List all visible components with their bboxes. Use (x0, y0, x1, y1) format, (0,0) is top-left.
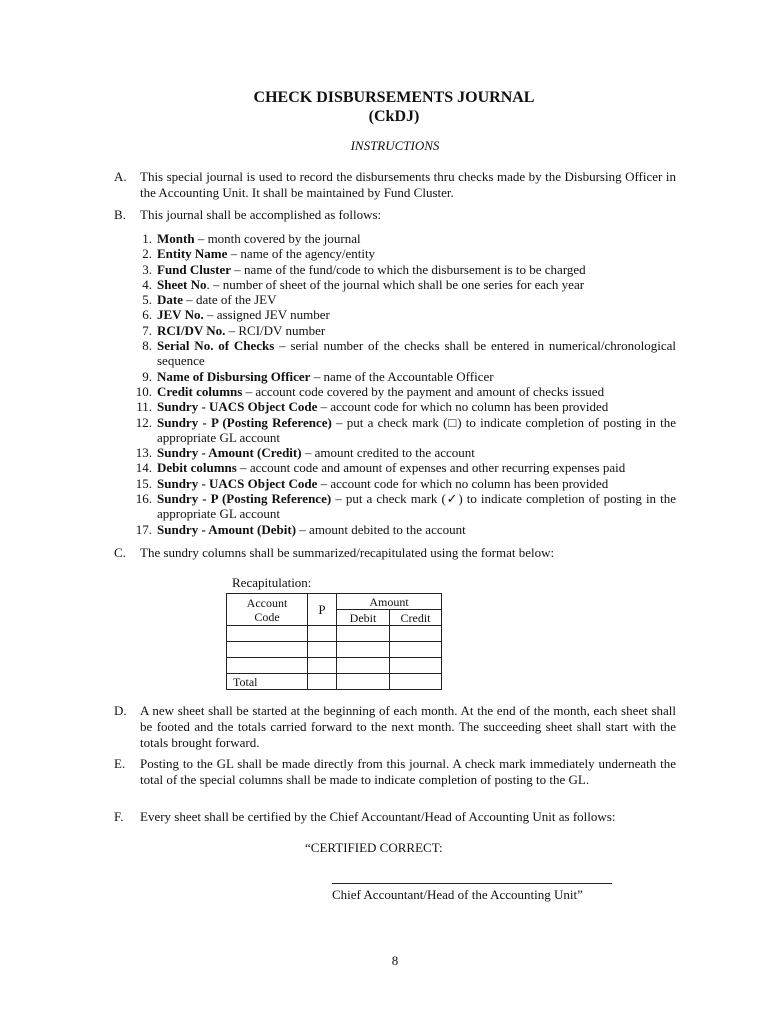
list-item (114, 476, 676, 491)
section-text: Every sheet shall be certified by the Chief Accountant/Head of Accounting Unit as follows: (140, 809, 616, 824)
list-item (114, 262, 676, 277)
list-item-number: 1. (142, 231, 152, 246)
list-item-description: – name of the fund/code to which the disbursement is to be charged (231, 261, 586, 277)
instructions-heading: INSTRUCTIONS (350, 138, 440, 153)
list-item-number: 5. (142, 292, 152, 308)
list-item-description: – assigned JEV number (203, 307, 330, 323)
list-item-term: Sundry - UACS Object Code (157, 399, 318, 415)
list-item-description: – name of the agency/entity (227, 246, 376, 262)
list-item-number: 9. (142, 368, 152, 384)
list-item-description: – account code covered by the payment and amount of checks issued (242, 383, 605, 399)
list-item-number: 2. (142, 246, 152, 262)
table-row (227, 642, 442, 658)
list-item-description: – date of the JEV (183, 292, 277, 308)
list-item-description: – account code for which no column has been provided (317, 399, 609, 415)
list-item-term: Sundry - UACS Object Code (157, 475, 318, 491)
section-letter: E. (114, 756, 126, 771)
account-code-header (227, 594, 308, 626)
p-header: P (308, 594, 337, 626)
section-f (114, 809, 676, 825)
list-item-term: Fund Cluster (157, 261, 232, 277)
list-item (114, 522, 676, 537)
section-letter: D. (114, 703, 127, 718)
list-item (114, 246, 676, 261)
list-item-number: 4. (142, 276, 152, 292)
list-item-term: Entity Name (157, 246, 228, 262)
section-b (114, 207, 676, 223)
list-item-term: Debit columns (157, 460, 237, 476)
list-item-description: – put a check mark (✓) to indicate completion of posting in the appropriate GL account (157, 491, 677, 522)
list-item-term: Month (157, 231, 195, 246)
list-item-term: Serial No. of Checks (157, 338, 275, 354)
recap-table (226, 593, 442, 690)
section-a (114, 169, 676, 201)
section-letter: A. (114, 169, 127, 184)
list-item-description: – account code for which no column has been provided (317, 475, 609, 491)
instruction-list (114, 231, 676, 537)
list-item (114, 277, 676, 292)
list-item-term: RCI/DV No. (157, 322, 226, 338)
list-item-number: 17. (135, 521, 152, 537)
list-item-number: 7. (142, 322, 152, 338)
list-item-description: – amount credited to the account (301, 445, 475, 461)
list-item-number: 14. (135, 460, 152, 476)
header-code: Code (254, 609, 280, 624)
section-d (114, 703, 676, 751)
page-title: CHECK DISBURSEMENTS JOURNAL (253, 89, 535, 106)
list-item (114, 384, 676, 399)
list-item-description: – name of the Accountable Officer (310, 368, 494, 384)
list-item-term: Sundry - P (Posting Reference) (157, 491, 332, 507)
list-item-term: Credit columns (157, 383, 243, 399)
list-item (114, 323, 676, 338)
section-text: This special journal is used to record the disbursements thru checks made by the Disbursing Officer in the Accounting Unit. It shall be maintained by Fund Cluster. (140, 169, 676, 200)
list-item-term: Sundry - P (Posting Reference) (157, 414, 332, 430)
recap-label: Recapitulation: (232, 575, 312, 590)
page-title-abbreviation: (CkDJ) (368, 108, 420, 125)
list-item-term: JEV No. (157, 307, 204, 323)
section-text: Posting to the GL shall be made directly from this journal. A check mark immediately underneath the total of the special columns shall be made to indicate completion of posting to the GL. (140, 756, 676, 787)
list-item-description: – month covered by the journal (194, 231, 361, 246)
section-e (114, 756, 676, 788)
amount-header: Amount (337, 594, 442, 610)
list-item-number: 6. (142, 307, 152, 323)
section-letter: C. (114, 545, 126, 560)
list-item (114, 307, 676, 322)
list-item-number: 12. (135, 414, 152, 430)
list-item-term: Sheet No (157, 276, 207, 292)
signature-label: Chief Accountant/Head of the Accounting Unit” (332, 887, 583, 902)
list-item-term: Name of Disbursing Officer (157, 368, 311, 384)
list-item-number: 15. (135, 475, 152, 491)
list-item-description: – RCI/DV number (225, 322, 326, 338)
section-letter: F. (114, 809, 124, 824)
list-item (114, 231, 676, 246)
debit-header: Debit (337, 610, 390, 626)
table-row (227, 674, 442, 690)
section-text: This journal shall be accomplished as follows: (140, 207, 382, 222)
list-item (114, 460, 676, 475)
list-item-description: . – number of sheet of the journal which shall be one series for each year (206, 276, 585, 292)
list-item (114, 491, 676, 522)
credit-header: Credit (390, 610, 442, 626)
page-number: 8 (391, 953, 399, 968)
list-item-term: Sundry - Amount (Debit) (157, 521, 297, 537)
table-row (227, 658, 442, 674)
list-item-number: 11. (136, 399, 152, 415)
list-item-term: Sundry - Amount (Credit) (157, 445, 302, 461)
signature-line (332, 883, 612, 884)
list-item-number: 3. (142, 261, 152, 277)
total-cell: Total (227, 674, 308, 690)
section-text: The sundry columns shall be summarized/recapitulated using the format below: (140, 545, 555, 560)
list-item-description: – serial number of the checks shall be entered in numerical/chronological sequence (157, 338, 676, 369)
section-c (114, 545, 676, 561)
list-item-number: 10. (135, 383, 152, 399)
list-item (114, 399, 676, 414)
list-item (114, 369, 676, 384)
table-row (227, 626, 442, 642)
list-item-number: 16. (135, 491, 152, 507)
list-item-term: Date (157, 292, 183, 308)
list-item (114, 292, 676, 307)
list-item-description: – amount debited to the account (296, 521, 466, 537)
section-text: A new sheet shall be started at the beginning of each month. At the end of the month, each sheet shall be footed and the totals carried forward to the next month. The succeeding sheet shall start with the totals brought forward. (140, 703, 676, 750)
list-item-description: – put a check mark (□) to indicate completion of posting in the appropriate GL account (157, 414, 677, 445)
list-item (114, 415, 676, 446)
list-item (114, 338, 676, 369)
section-letter: B. (114, 207, 126, 222)
list-item (114, 445, 676, 460)
list-item-number: 13. (135, 445, 152, 461)
header-account: Account (246, 595, 288, 610)
certified-correct: “CERTIFIED CORRECT: (305, 840, 443, 855)
list-item-number: 8. (142, 338, 152, 354)
list-item-description: – account code and amount of expenses and other recurring expenses paid (236, 460, 626, 476)
